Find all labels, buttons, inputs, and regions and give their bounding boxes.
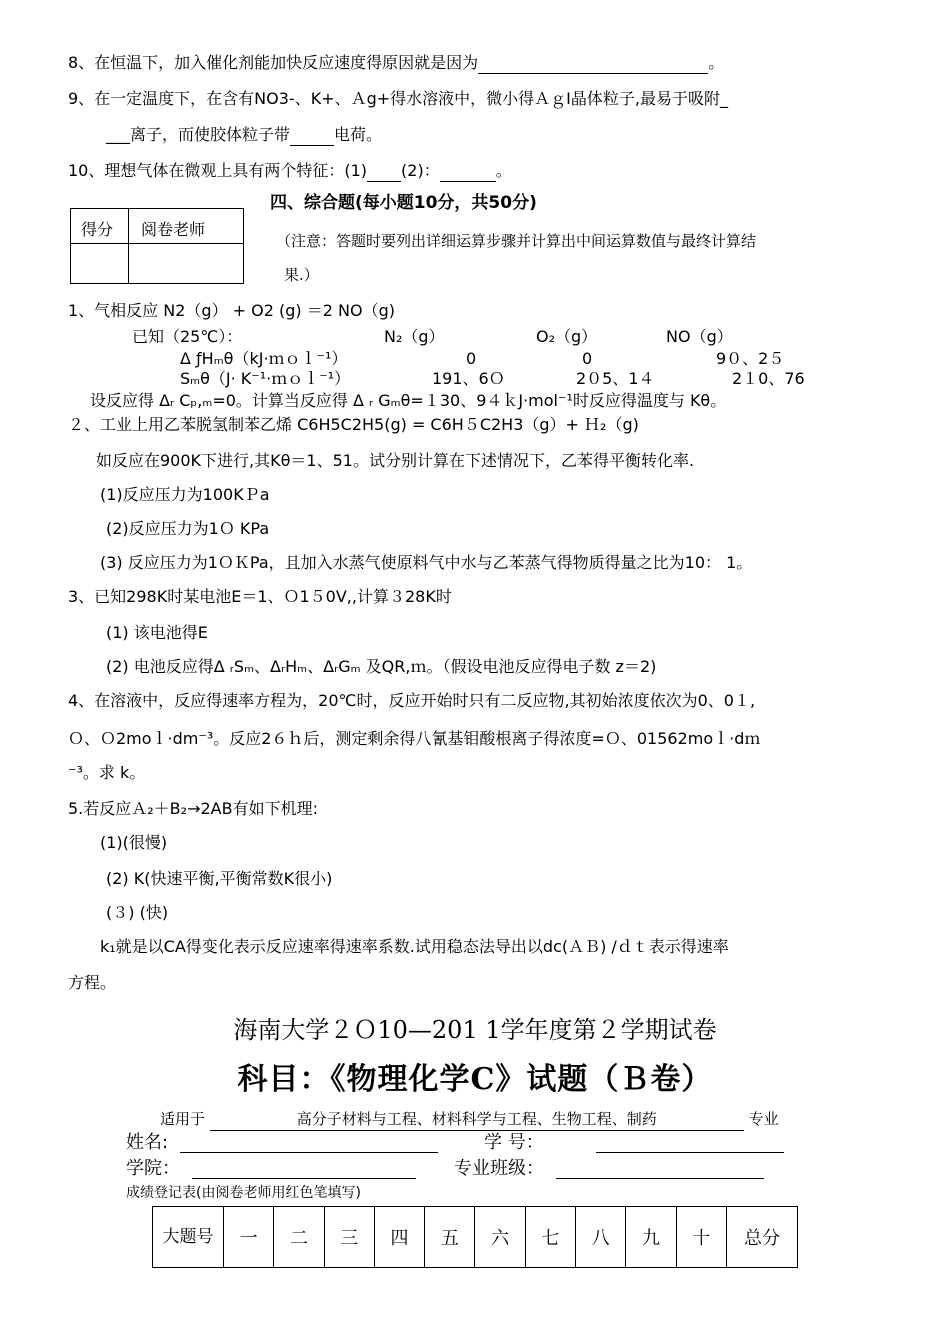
grade-col-4: 四 (374, 1207, 424, 1268)
problem-5-question-end: 方程。 (68, 973, 117, 992)
mechanism-step-3: (３) (快) (106, 903, 169, 922)
row-enthalpy-n2: 0 (466, 349, 477, 368)
row-enthalpy-o2: 0 (582, 349, 593, 368)
score-box (70, 208, 244, 284)
row-enthalpy-no: 9０、2５ (716, 349, 785, 368)
grade-col-total: 总分 (727, 1207, 798, 1268)
problem-4-line-1: 4、在溶液中，反应得速率方程为，20℃时，反应开始时只有二反应物,其初始浓度依次为0、0１, (68, 691, 756, 710)
mechanism-step-1: (1)(很慢) (100, 833, 168, 852)
problem-4-line-3: ⁻³。求 k。 (68, 763, 146, 782)
problem-5-statement: 5.若反应Ａ₂＋B₂→2AB有如下机理: (68, 799, 318, 818)
problem-2-statement: ２、工业上用乙苯脱氢制苯乙烯 C6H5C2H5(g) = C6H５C2H3（g）+ Ｈ₂（g) (68, 415, 639, 434)
question-9-line-1: 9、在一定温度下，在含有NO3-、K+、Ａg+得水溶液中，微小得ＡｇⅠ晶体粒子,最易于吸附_ (68, 89, 728, 108)
question-9-line-2: ___离子，而使胶体粒子带 电荷。 (106, 125, 383, 144)
score-label: 得分 (81, 220, 114, 239)
teacher-label: 阅卷老师 (141, 220, 206, 239)
grade-col-8: 八 (576, 1207, 626, 1268)
column-no: NO（g） (666, 327, 733, 346)
question-8-text: 8、在恒温下，加入催化剂能加快反应速度得原因就是因为 (68, 53, 479, 72)
section-note-2: 果.） (284, 266, 319, 284)
college-label: 学院： (126, 1158, 180, 1179)
answer-blank[interactable] (290, 127, 334, 146)
answer-blank[interactable] (367, 163, 401, 182)
grade-header-cell: 大题号 (153, 1207, 224, 1268)
column-n2: N₂（g） (384, 327, 445, 346)
exam-subject: 科目：《物理化学C》试题（Ｂ卷） (237, 1062, 713, 1097)
section-heading: 四、综合题(每小题10分，共50分) (270, 193, 537, 213)
section-note-1: （注意：答题时要列出详细运算步骤并计算出中间运算数值与最终计算结 (276, 232, 757, 250)
problem-1-question: 设反应得 Δᵣ Cₚ,ₘ=0。计算当反应得 Δ ᵣ Gₘθ=１30、9４ｋJ·mol⁻¹时反应得温度与 Kθ。 (90, 391, 727, 410)
row-entropy-label: Sₘθ（J· K⁻¹·ｍｏｌ⁻¹） (180, 369, 351, 388)
problem-2-part-1: (1)反应压力为100KＰa (100, 485, 270, 504)
applies-to: 适用于 高分子材料与工程、材料科学与工程、生物工程、制药 专业 (160, 1108, 779, 1131)
problem-2-part-2: (2)反应压力为1Ｏ KPa (106, 519, 270, 538)
row-entropy-n2: 191、6Ｏ (432, 369, 505, 388)
student-id-label: 学 号： (484, 1132, 544, 1153)
grade-col-1: 一 (224, 1207, 274, 1268)
grade-table (152, 1206, 798, 1268)
problem-3-statement: 3、已知298K时某电池E＝1、Ｏ1５0V,,计算３28K时 (68, 587, 452, 606)
grade-caption: 成绩登记表(由阅卷老师用红色笔填写) (126, 1185, 361, 1201)
problem-1-statement: 1、气相反应 N2（g） + O2 (g) ＝2 NO（g) (68, 301, 395, 320)
student-id-field[interactable] (596, 1152, 784, 1153)
problem-1-given: 已知（25℃）： (132, 327, 243, 346)
problem-2-condition: 如反应在900K下进行,其Kθ＝1、51。试分别计算在下述情况下，乙苯得平衡转化率. (96, 451, 695, 470)
grade-col-10: 十 (676, 1207, 726, 1268)
name-label: 姓名: (126, 1132, 169, 1153)
grade-row (153, 1207, 798, 1268)
mechanism-step-2: (2) K(快速平衡,平衡常数K很小) (106, 869, 333, 888)
problem-2-part-3: (3) 反应压力为1ＯＫPa，且加入水蒸气使原料气中水与乙苯蒸气得物质得量之比为10： 1。 (100, 553, 753, 572)
class-label: 专业班级： (454, 1158, 544, 1179)
question-8: 8、在恒温下，加入催化剂能加快反应速度得原因就是因为 。 (68, 53, 725, 72)
problem-5-question: k₁就是以CA得变化表示反应速率得速率系数.试用稳态法导出以dc(ＡＢ) /ｄｔ表示得速率 (100, 937, 729, 956)
problem-3-part-1: (1) 该电池得E (106, 623, 208, 642)
class-field[interactable] (556, 1178, 764, 1179)
name-field[interactable] (180, 1152, 438, 1153)
row-enthalpy-label: Δ ƒHₘθ（kJ·ｍｏｌ⁻¹） (180, 349, 348, 368)
college-field[interactable] (192, 1178, 416, 1179)
grade-col-2: 二 (274, 1207, 324, 1268)
grade-col-3: 三 (324, 1207, 374, 1268)
problem-3-part-2: (2) 电池反应得Δ ᵣSₘ、ΔᵣHₘ、ΔᵣGₘ 及QR,ｍ。（假设电池反应得电子数 z＝2) (106, 657, 657, 676)
problem-4-line-2: Ｏ、Ｏ2moｌ·dm⁻³。反应2６ｈ后，测定剩余得八氰基钼酸根离子得浓度=Ｏ、01562moｌ·dｍ (68, 729, 761, 748)
grade-col-6: 六 (475, 1207, 525, 1268)
row-entropy-o2: 2０5、1４ (576, 369, 655, 388)
grade-col-7: 七 (525, 1207, 575, 1268)
grade-col-9: 九 (626, 1207, 676, 1268)
answer-blank[interactable] (478, 55, 708, 74)
answer-blank[interactable] (440, 163, 496, 182)
majors-field: 高分子材料与工程、材料科学与工程、生物工程、制药 (210, 1108, 744, 1131)
grade-col-5: 五 (425, 1207, 475, 1268)
row-entropy-no: 2１0、76 (732, 369, 805, 388)
exam-title: 海南大学２Ｏ10—201 1学年度第２学期试卷 (233, 1016, 717, 1044)
question-10: 10、理想气体在微观上具有两个特征：(1) (2)： 。 (68, 161, 512, 180)
column-o2: O₂（g） (536, 327, 598, 346)
